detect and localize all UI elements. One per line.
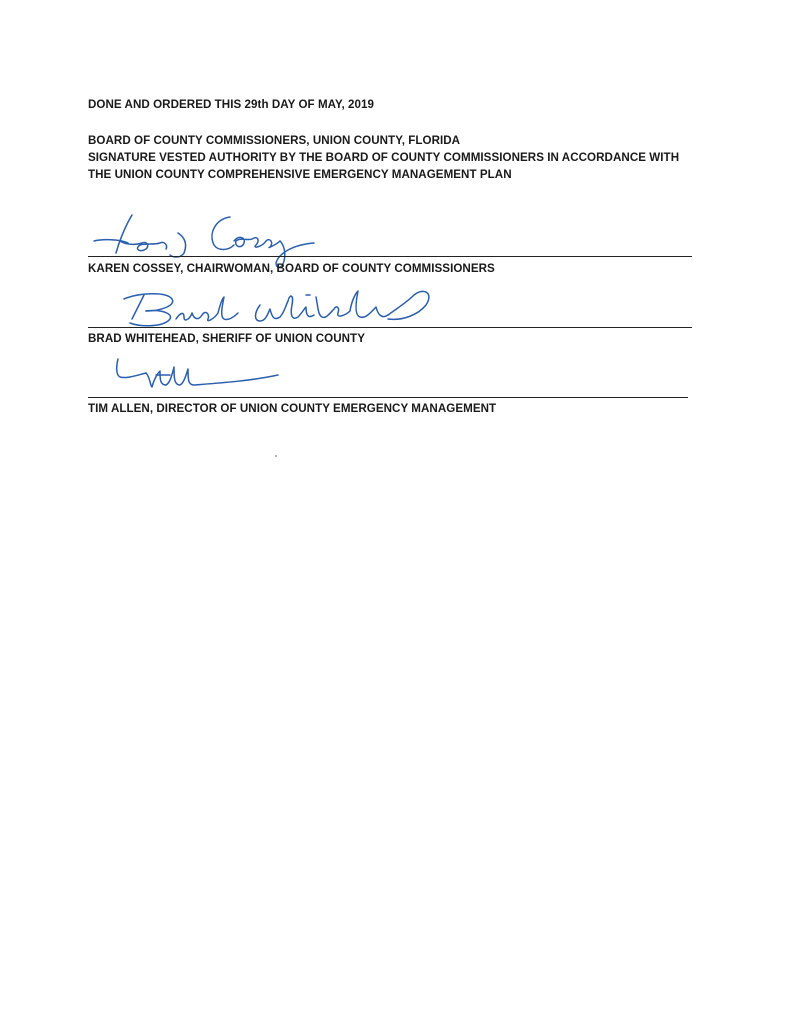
scan-speck	[275, 455, 277, 457]
signature-line-1	[88, 256, 692, 257]
authority-line-2: THE UNION COUNTY COMPREHENSIVE EMERGENCY MANAGEMENT PLAN	[88, 168, 512, 181]
signature-line-2	[88, 327, 692, 328]
signature-line-3	[88, 397, 688, 398]
board-line: BOARD OF COUNTY COMMISSIONERS, UNION COUNTY, FLORIDA	[88, 134, 461, 147]
authority-line-1: SIGNATURE VESTED AUTHORITY BY THE BOARD OF COUNTY COMMISSIONERS IN ACCORDANCE WITH	[88, 151, 680, 164]
tim-allen-signature	[110, 355, 290, 400]
brad-whitehead-caption: BRAD WHITEHEAD, SHERIFF OF UNION COUNTY	[88, 332, 365, 345]
tim-allen-caption: TIM ALLEN, DIRECTOR OF UNION COUNTY EMERGENCY MANAGEMENT	[88, 402, 497, 415]
karen-cossey-caption: KAREN COSSEY, CHAIRWOMAN, BOARD OF COUNTY COMMISSIONERS	[88, 262, 495, 275]
done-ordered-line: DONE AND ORDERED THIS 29th DAY OF MAY, 2019	[88, 98, 375, 111]
